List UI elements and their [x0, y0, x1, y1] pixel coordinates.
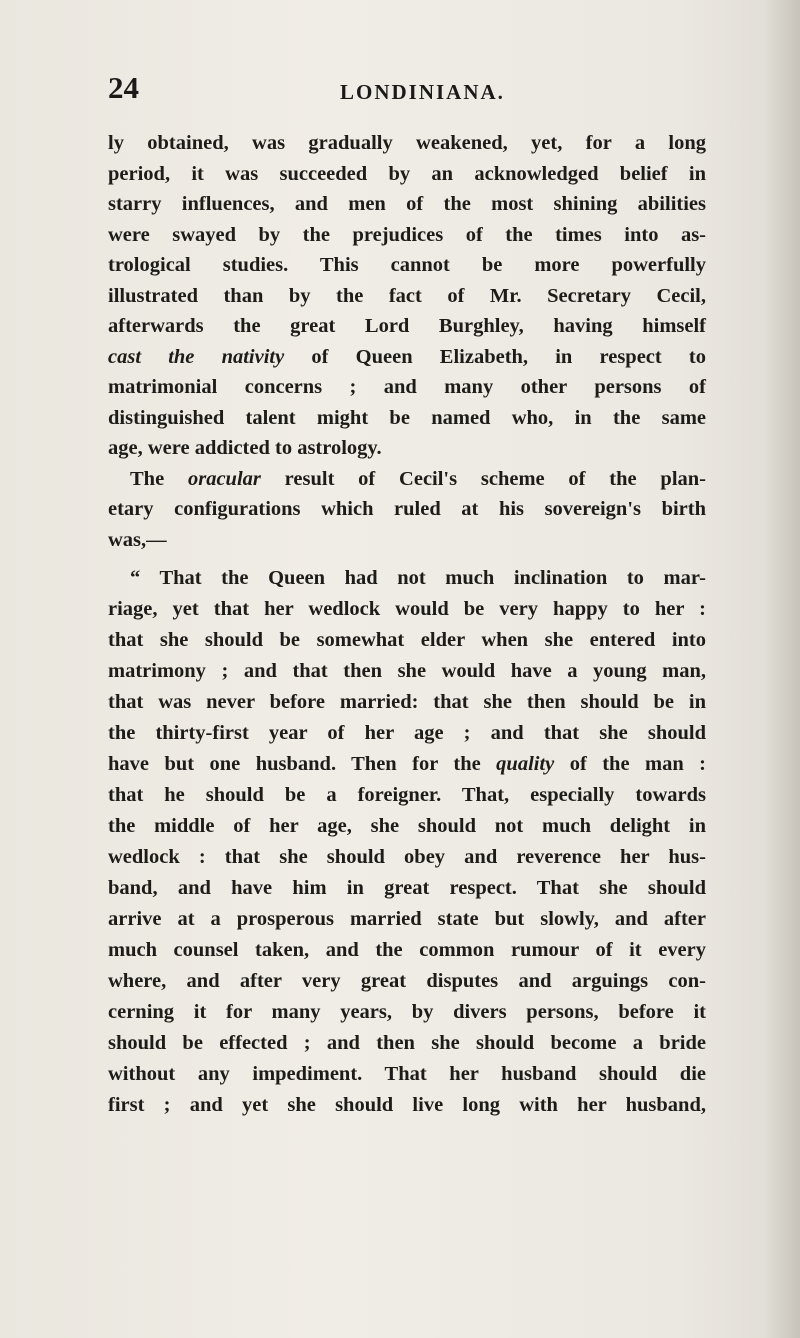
text-line: band, and have him in great respect. That she should	[108, 877, 706, 899]
text-line: illustrated than by the fact of Mr. Secretary Cecil,	[108, 284, 706, 307]
text-line: distinguished talent might be named who, in the same	[108, 406, 706, 429]
text-line: have but one husband. Then for the quality of the man :	[108, 753, 706, 775]
text-line: that he should be a foreigner. That, especially towards	[108, 784, 706, 806]
text-line: much counsel taken, and the common rumour of it every	[108, 939, 706, 961]
italic-phrase: quality	[496, 753, 555, 775]
text-line: where, and after very great disputes and arguings con-	[108, 970, 706, 992]
text-line: period, it was succeeded by an acknowledged belief in	[108, 162, 706, 185]
text-line: the thirty-first year of her age ; and that she should	[108, 722, 706, 744]
text-line: age, were addicted to astrology.	[108, 437, 382, 459]
text-line: cerning it for many years, by divers persons, before it	[108, 1001, 706, 1023]
text-line: were swayed by the prejudices of the times into as-	[108, 223, 706, 246]
text-line: matrimonial concerns ; and many other persons of	[108, 376, 706, 398]
text-line: first ; and yet she should live long with her husband,	[108, 1094, 706, 1116]
text-line: without any impediment. That her husband should die	[108, 1063, 706, 1085]
italic-phrase: oracular	[187, 467, 261, 490]
text-line: starry influences, and men of the most shining abilities	[108, 193, 706, 215]
text-line: cast the nativity of Queen Elizabeth, in respect to	[108, 345, 706, 368]
text-line: trological studies. This cannot be more powerfully	[108, 254, 706, 276]
text-line: riage, yet that her wedlock would be very happy to her :	[108, 598, 706, 620]
paragraph-2	[108, 464, 706, 556]
text-line: the middle of her age, she should not much delight in	[108, 815, 706, 837]
text-line: afterwards the great Lord Burghley, having himself	[108, 315, 706, 337]
quotation	[108, 563, 706, 1121]
page-edge-shadow	[764, 0, 800, 1338]
text-line: ly obtained, was gradually weakened, yet, for a long	[108, 132, 706, 154]
text-line: was,—	[108, 528, 167, 551]
text-line: wedlock : that she should obey and reverence her hus-	[108, 846, 706, 868]
text-line: “ That the Queen had not much inclination to mar-	[130, 567, 706, 589]
text-line: The oracular result of Cecil's scheme of the plan-	[130, 467, 706, 490]
text-line: should be effected ; and then she should become a bride	[108, 1032, 706, 1054]
spacer	[108, 555, 706, 563]
text-line: that was never before married: that she then should be in	[108, 691, 706, 713]
body-text	[108, 128, 706, 1121]
text-line: arrive at a prosperous married state but slowly, and after	[108, 908, 706, 930]
text-line: matrimony ; and that then she would have a young man,	[108, 660, 706, 682]
page-header	[108, 68, 708, 112]
page-number: 24	[108, 70, 139, 105]
paragraph-1	[108, 128, 706, 464]
running-head: LONDINIANA.	[340, 80, 505, 104]
italic-phrase: cast the nativity	[108, 345, 285, 368]
text-line: that she should be somewhat elder when she entered into	[108, 629, 706, 651]
text-line: etary configurations which ruled at his sovereign's birth	[108, 498, 706, 520]
